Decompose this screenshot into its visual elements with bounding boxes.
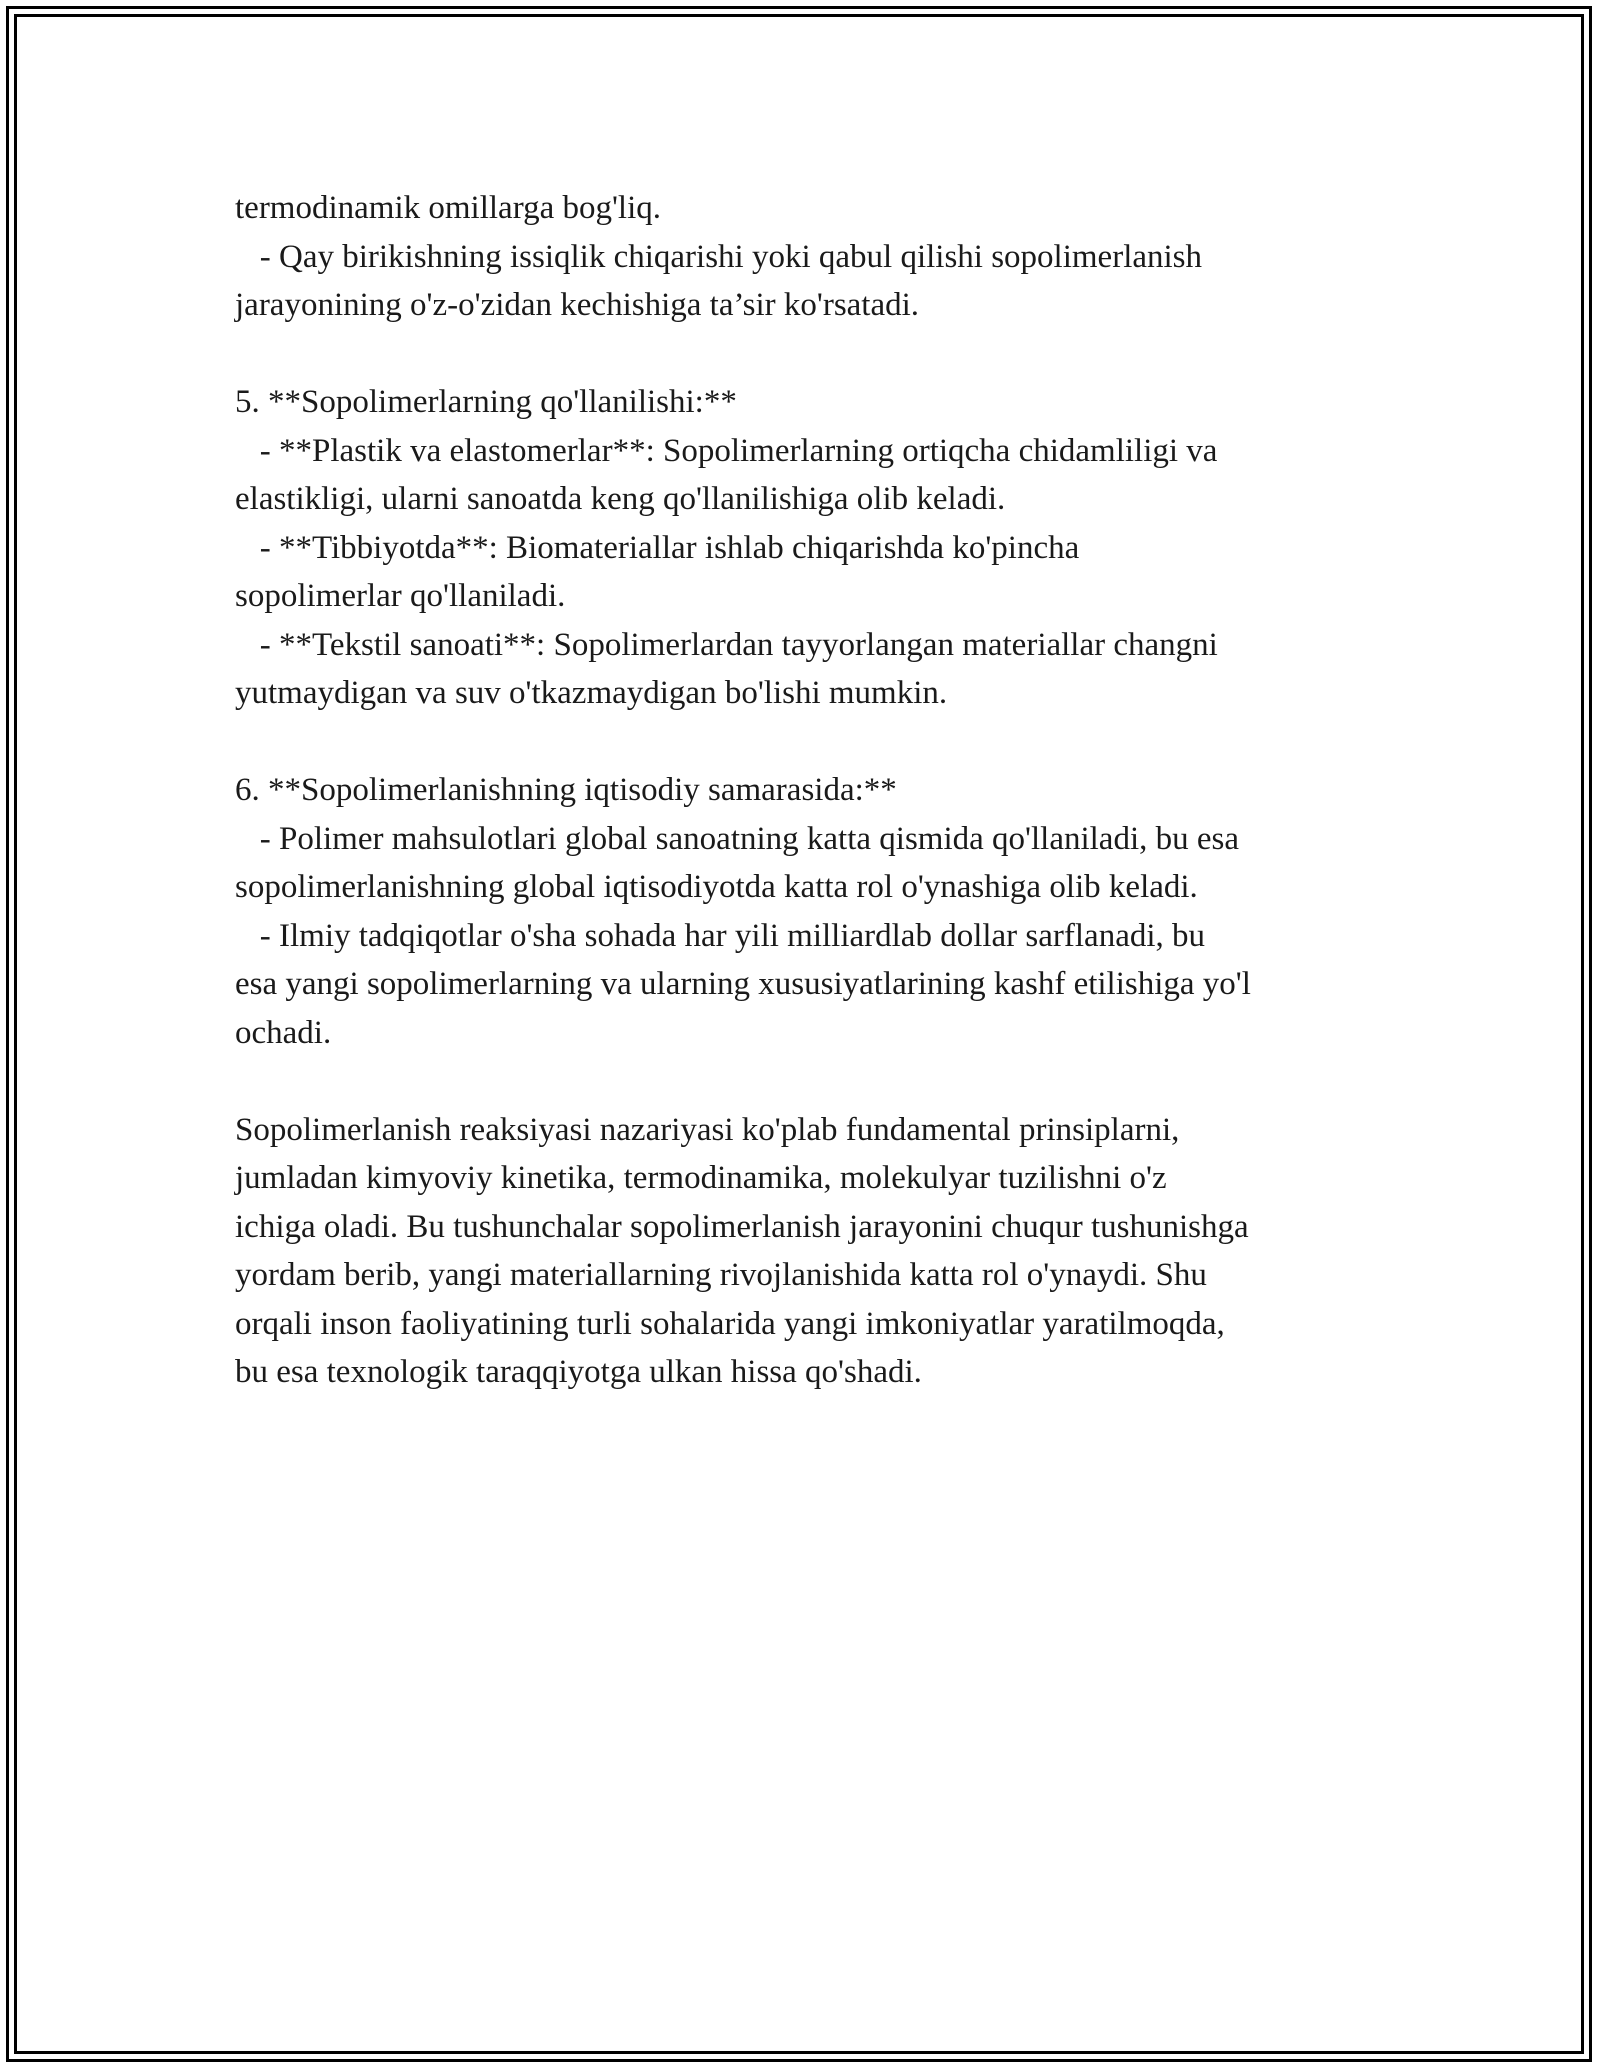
section-heading-6: 6. **Sopolimerlanishning iqtisodiy samarasida:** (235, 772, 897, 808)
text-line: - **Tekstil sanoati**: Sopolimerlardan tayyorlangan materiallar changni (235, 626, 1218, 663)
blank-line (235, 330, 1375, 379)
text-line: - **Tibbiyotda**: Biomateriallar ishlab chiqarishda ko'pincha (235, 529, 1080, 566)
conclusion-line: orqali inson faoliyatining turli sohalarida yangi imkoniyatlar yaratilmoqda, (235, 1305, 1225, 1342)
blank-line (235, 718, 1375, 767)
conclusion-line: Sopolimerlanish reaksiyasi nazariyasi ko'plab fundamental prinsiplarni, (235, 1111, 1180, 1148)
blank-line (235, 1057, 1375, 1106)
text-line: - Polimer mahsulotlari global sanoatning katta qismida qo'llaniladi, bu esa (235, 820, 1240, 857)
conclusion-line: yordam berib, yangi materiallarning rivojlanishida katta rol o'ynaydi. Shu (235, 1257, 1207, 1293)
text-line: yutmaydigan va suv o'tkazmaydigan bo'lishi mumkin. (235, 675, 948, 711)
text-line: elastikligi, ularni sanoatda keng qo'llanilishiga olib keladi. (235, 481, 1006, 517)
text-line: esa yangi sopolimerlarning va ularning xususiyatlarining kashf etilishiga yo'l (235, 966, 1251, 1002)
text-line: - Ilmiy tadqiqotlar o'sha sohada har yili milliardlab dollar sarflanadi, bu (235, 917, 1206, 954)
text-line: termodinamik omillarga bog'liq. (235, 190, 662, 226)
conclusion-line: jumladan kimyoviy kinetika, termodinamika, molekulyar tuzilishni o'z (235, 1160, 1167, 1196)
text-line: ochadi. (235, 1014, 332, 1051)
text-line: jarayonining o'z-o'zidan kechishiga ta’sir ko'rsatadi. (235, 287, 920, 323)
text-line: - **Plastik va elastomerlar**: Sopolimerlarning ortiqcha chidamliligi va (235, 432, 1218, 469)
conclusion-line: ichiga oladi. Bu tushunchalar sopolimerlanish jarayonini chuqur tushunishga (235, 1208, 1249, 1245)
document-body (235, 184, 1375, 1397)
conclusion-line: bu esa texnologik taraqqiyotga ulkan hissa qo'shadi. (235, 1354, 922, 1390)
section-heading-5: 5. **Sopolimerlarning qo'llanilishi:** (235, 384, 737, 420)
text-line: sopolimerlar qo'llaniladi. (235, 578, 566, 614)
text-line: - Qay birikishning issiqlik chiqarishi yoki qabul qilishi sopolimerlanish (235, 238, 1203, 275)
text-line: sopolimerlanishning global iqtisodiyotda katta rol o'ynashiga olib keladi. (235, 869, 1198, 905)
